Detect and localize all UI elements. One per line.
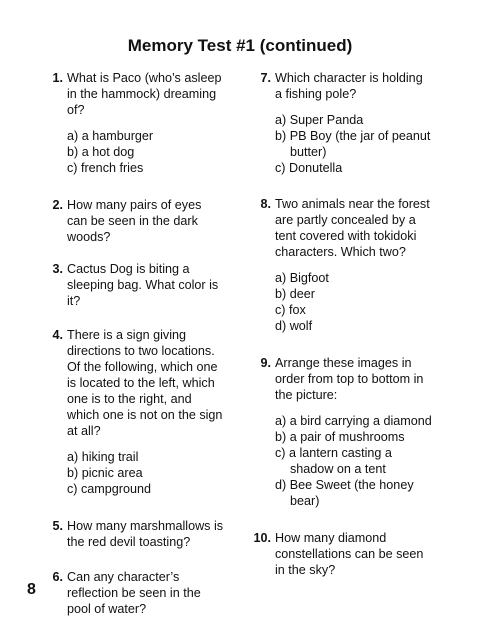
answer-option: a) hiking trail	[67, 450, 139, 464]
question-9	[243, 355, 433, 509]
question-text: Which character is holding a fishing pole?	[275, 71, 423, 101]
question-4	[35, 327, 225, 497]
question-number: 1.	[52, 71, 63, 85]
right-column	[243, 70, 433, 578]
question-text: Cactus Dog is biting a sleeping bag. What color is it?	[67, 262, 219, 308]
question-number: 9.	[260, 356, 271, 370]
question-text: How many diamond constellations can be seen in the sky?	[275, 531, 424, 577]
answer-option: a) Super Panda	[275, 113, 364, 127]
answer-option: b) PB Boy (the jar of peanut butter)	[275, 129, 431, 159]
answer-option: d) wolf	[275, 319, 313, 333]
question-5	[35, 518, 225, 550]
answer-option: d) Bee Sweet (the honey bear)	[275, 478, 414, 508]
question-text: What is Paco (who’s asleep in the hammock) dreaming of?	[67, 71, 222, 117]
question-text: Two animals near the forest are partly concealed by a tent covered with tokidoki characters. Which two?	[275, 197, 430, 259]
question-1	[35, 70, 225, 176]
answer-option: a) a hamburger	[67, 129, 154, 143]
answer-list	[275, 270, 433, 334]
answer-option: c) campground	[67, 482, 151, 496]
question-number: 5.	[52, 519, 63, 533]
question-10	[243, 530, 433, 578]
answer-option: c) Donutella	[275, 161, 343, 175]
question-8	[243, 196, 433, 334]
page-title: Memory Test #1 (continued)	[127, 36, 353, 55]
question-3	[35, 261, 225, 309]
page-number: 8	[27, 581, 36, 598]
answer-list	[67, 128, 225, 176]
answer-option: c) french fries	[67, 161, 144, 175]
question-text: There is a sign giving directions to two locations. Of the following, which one is located to the left, which one is to the right, and which one is not on the sign at all?	[67, 328, 223, 438]
question-number: 8.	[260, 197, 271, 211]
answer-option: c) fox	[275, 303, 306, 317]
question-number: 3.	[52, 262, 63, 276]
answer-list	[67, 449, 225, 497]
question-number: 7.	[260, 71, 271, 85]
question-text: How many marshmallows is the red devil toasting?	[67, 519, 224, 549]
answer-list	[275, 112, 433, 176]
question-text: Can any character’s reflection be seen in the pool of water?	[67, 570, 201, 616]
question-2	[35, 197, 225, 245]
question-text: Arrange these images in order from top to bottom in the picture:	[275, 356, 424, 402]
question-number: 6.	[52, 570, 63, 584]
question-7	[243, 70, 433, 176]
question-number: 10.	[253, 531, 271, 545]
question-number: 4.	[52, 328, 63, 342]
question-text: How many pairs of eyes can be seen in the dark woods?	[67, 198, 202, 244]
answer-option: b) picnic area	[67, 466, 143, 480]
answer-list	[275, 413, 433, 509]
question-number: 2.	[52, 198, 63, 212]
question-6	[35, 569, 225, 617]
answer-option: b) a pair of mushrooms	[275, 430, 405, 444]
answer-option: b) deer	[275, 287, 315, 301]
answer-option: b) a hot dog	[67, 145, 135, 159]
answer-option: a) Bigfoot	[275, 271, 329, 285]
left-column	[35, 70, 225, 617]
answer-option: a) a bird carrying a diamond	[275, 414, 432, 428]
answer-option: c) a lantern casting a shadow on a tent	[275, 446, 392, 476]
